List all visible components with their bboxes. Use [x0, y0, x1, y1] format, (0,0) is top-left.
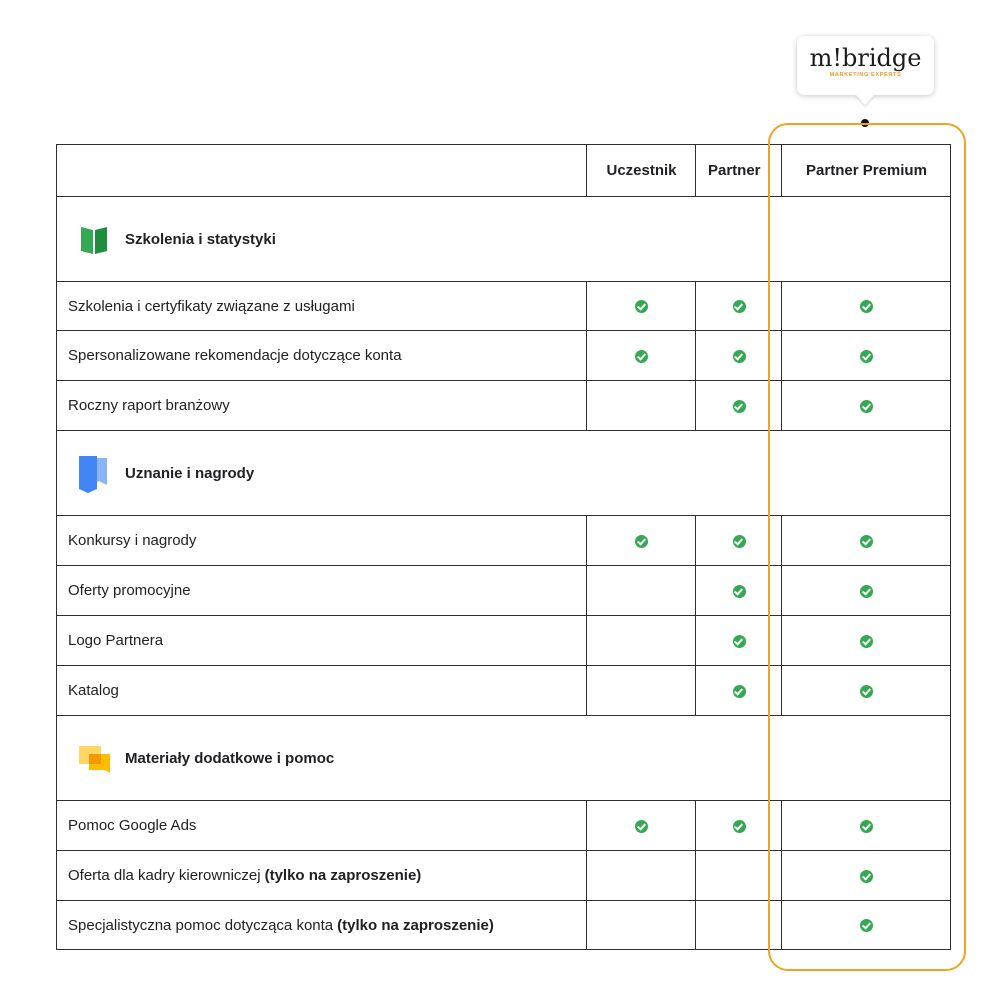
section-title-recognition: Uznanie i nagrody [77, 431, 254, 515]
check-icon [733, 585, 746, 598]
column-header-uczestnik: Uczestnik [586, 145, 695, 196]
check-icon [733, 350, 746, 363]
feature-label: Pomoc Google Ads [68, 817, 197, 834]
check-icon [635, 300, 648, 313]
feature-label: Konkursy i nagrody [68, 532, 197, 549]
check-icon [733, 635, 746, 648]
column-header-partner: Partner [695, 145, 781, 196]
mbridge-logo-callout [797, 36, 934, 95]
feature-label: Specjalistyczna pomoc dotycząca konta (tylko na zaproszenie) [68, 916, 494, 934]
premium-column-highlight [768, 123, 966, 971]
yellow-chat-icon [77, 740, 111, 776]
feature-label: Oferty promocyjne [68, 582, 191, 599]
check-icon [733, 820, 746, 833]
column-header-partner-premium: Partner Premium [781, 145, 950, 196]
feature-label: Spersonalizowane rekomendacje dotyczące konta [68, 347, 402, 364]
feature-label: Roczny raport branżowy [68, 397, 230, 414]
feature-label: Katalog [68, 682, 119, 699]
section-title-training: Szkolenia i statystyki [77, 197, 276, 281]
check-icon [635, 350, 648, 363]
feature-label: Logo Partnera [68, 632, 164, 649]
feature-label: Szkolenia i certyfikaty związane z usługami [68, 297, 355, 315]
check-icon [733, 400, 746, 413]
feature-label: Oferta dla kadry kierowniczej (tylko na zaproszenie) [68, 867, 422, 884]
check-icon [635, 535, 648, 548]
logo-tagline: MARKETING EXPERTS [829, 72, 902, 78]
check-icon [733, 535, 746, 548]
green-book-icon [77, 221, 111, 257]
check-icon [733, 300, 746, 313]
section-title-resources: Materiały dodatkowe i pomoc [77, 716, 334, 800]
blue-badge-icon [77, 455, 111, 491]
check-icon [635, 820, 648, 833]
logo-wordmark: m!bridge [809, 44, 922, 72]
check-icon [733, 685, 746, 698]
